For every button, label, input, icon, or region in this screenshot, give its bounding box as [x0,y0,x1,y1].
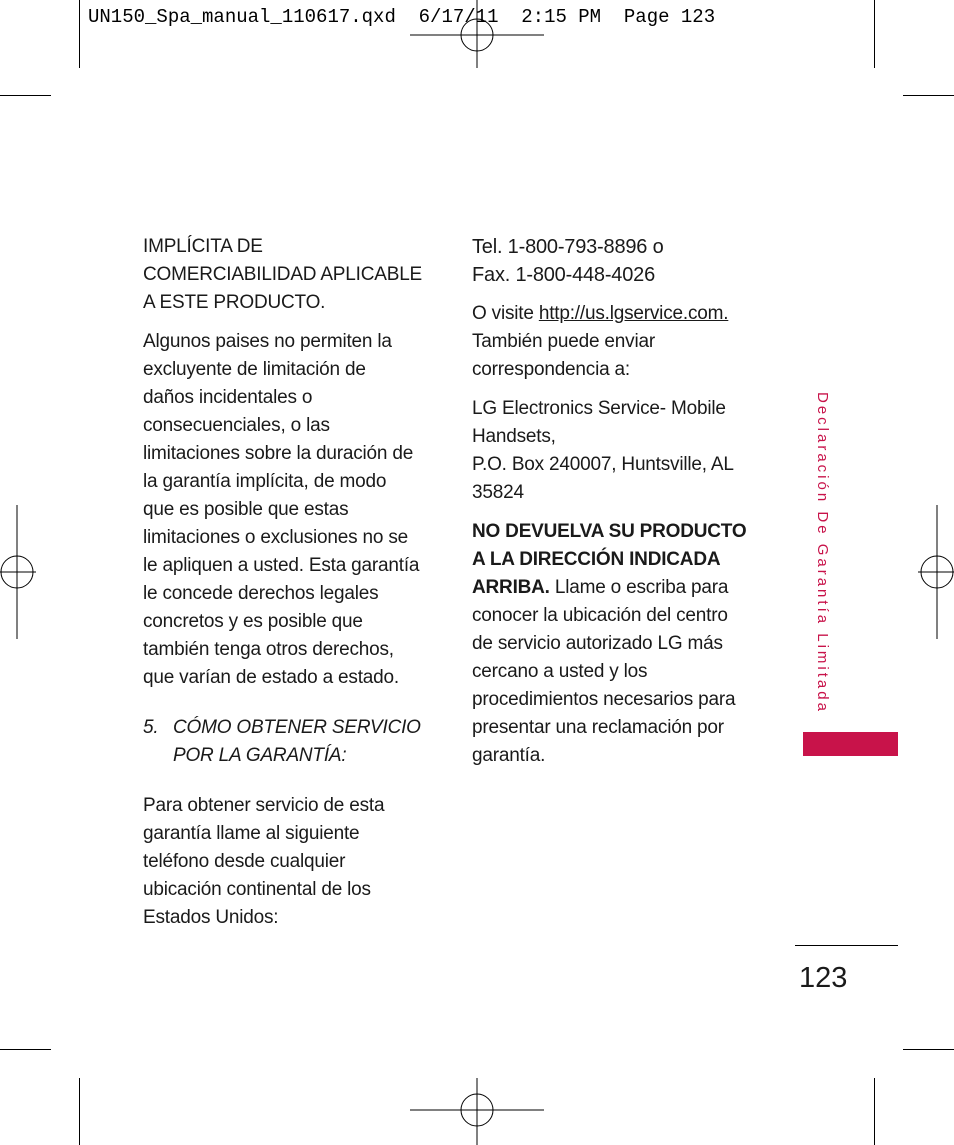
crop-mark [903,1049,954,1050]
lgservice-link[interactable]: http://us.lgservice.com. [538,303,729,324]
crop-mark [874,1078,875,1145]
section-heading: 5. CÓMO OBTENER SERVICIO POR LA GARANTÍA: [143,717,421,766]
side-section-title: Declaración De Garantía Limitada [814,392,831,714]
warning-paragraph: NO DEVUELVA SU PRODUCTO A LA DIRECCIÓN INDICADA ARRIBA. Llame o escriba para conocer la ubicación del centro de servicio autorizado LG más cercano a usted y los procedimientos necesarios para presentar una reclamación por garantía. [472,521,747,766]
page-number-rule [795,945,898,946]
crop-mark [874,0,875,68]
crop-mark [79,0,80,68]
mailing-address: LG Electronics Service- Mobile Handsets, P.O. Box 240007, Huntsville, AL 35824 [472,398,734,503]
fax-number: Fax. 1-800-448-4026 [472,264,655,286]
registration-mark-top [410,0,544,68]
section-tab [803,732,898,756]
tel-number: Tel. 1-800-793-8896 o [472,236,664,258]
print-slug: UN150_Spa_manual_110617.qxd 6/17/11 2:15 PM Page 123 [88,6,716,28]
page-number: 123 [799,962,848,994]
left-column [143,233,435,943]
crop-mark [0,95,51,96]
crop-mark [79,1078,80,1145]
intro-paragraph: IMPLÍCITA DE COMERCIABILIDAD APLICABLE A ESTE PRODUCTO. [143,236,423,313]
registration-mark-bottom [410,1078,544,1145]
limitations-paragraph: Algunos paises no permiten la excluyente de limitación de daños incidentales o consecuenciales, o las limitaciones sobre la duración de la garantía implícita, de modo que es posible que estas limitaciones o exclusiones no se le apliquen a usted. Esta garantía le concede derechos legales concretos y es posible que también tenga otros derechos, que varían de estado a estado. [143,331,420,688]
crop-mark [0,1049,51,1050]
service-paragraph: Para obtener servicio de esta garantía llame al siguiente teléfono desde cualquier ubicación continental de los Estados Unidos: [143,795,385,928]
registration-mark-right [918,505,954,639]
registration-mark-left [0,505,36,639]
visit-paragraph: O visite http://us.lgservice.com. También puede enviar correspondencia a: [472,303,729,380]
phone-numbers [472,233,767,289]
crop-mark [903,95,954,96]
right-column [472,233,767,781]
